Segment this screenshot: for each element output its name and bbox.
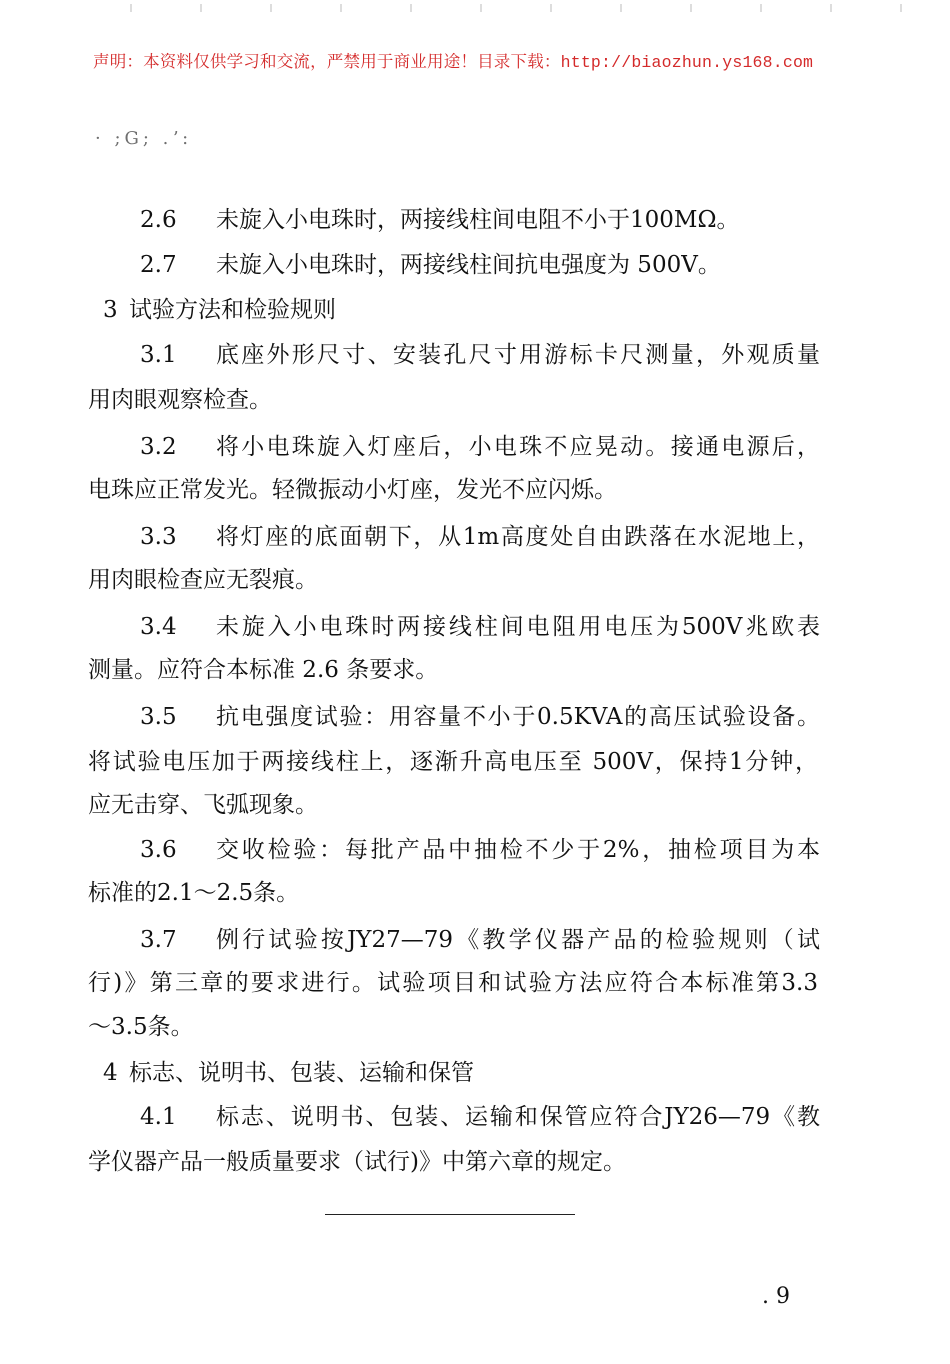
clause-text: 将灯座的底面朝下，从1m高度处自由跌落在水泥地上， [216, 524, 820, 550]
clause-line [140, 835, 820, 865]
end-rule [325, 1214, 575, 1215]
clause-number: 3.1 [140, 342, 177, 368]
clause-text: 未旋入小电珠时，两接线柱间抗电强度为 500V。 [216, 252, 721, 278]
clause-number: 3.6 [140, 837, 177, 863]
clause-line [140, 612, 820, 642]
clause-number: 3.4 [140, 614, 177, 640]
section-heading [103, 1058, 474, 1088]
clause-number: 3.3 [140, 524, 177, 550]
clause-line [140, 925, 820, 955]
clause-text: 电珠应正常发光。轻微振动小灯座，发光不应闪烁。 [88, 477, 617, 503]
scan-artifact [90, 4, 920, 12]
clause-line [140, 432, 820, 462]
clause-number: 4.1 [140, 1104, 177, 1130]
clause-continuation [88, 1012, 194, 1042]
clause-line [140, 340, 820, 370]
notice-url-link[interactable]: http://biaozhun.ys168.com [560, 53, 814, 72]
clause-line [140, 1102, 820, 1132]
clause-text: 学仪器产品一般质量要求（试行)》中第六章的规定。 [88, 1149, 626, 1175]
clause-line [140, 205, 740, 235]
clause-line [140, 702, 820, 732]
clause-text: 将小电珠旋入灯座后，小电珠不应晃动。接通电源后， [216, 434, 820, 460]
clause-continuation [88, 565, 318, 595]
notice-text: 声明：本资料仅供学习和交流，严禁用于商业用途！目录下载： [93, 52, 561, 71]
clause-text: 行)》第三章的要求进行。试验项目和试验方法应符合本标准第3.3 [88, 970, 818, 996]
section-number: 4 [103, 1060, 118, 1086]
copyright-notice [93, 48, 813, 72]
clause-text: 未旋入小电珠时两接线柱间电阻用电压为500V兆欧表 [216, 614, 820, 640]
clause-text: 应无击穿、飞弧现象。 [88, 792, 318, 818]
clause-continuation [88, 655, 438, 685]
clause-continuation [88, 968, 818, 998]
clause-text: 用肉眼观察检查。 [88, 387, 272, 413]
clause-text: 底座外形尺寸、安装孔尺寸用游标卡尺测量，外观质量 [216, 342, 820, 368]
clause-number: 2.6 [140, 207, 177, 233]
scan-noise: · ;G; .ʼ: [95, 128, 193, 149]
page-number: . 9 [762, 1284, 790, 1309]
clause-continuation [88, 747, 818, 777]
section-title: 试验方法和检验规则 [129, 297, 336, 323]
clause-text: 例行试验按JY27—79《教学仪器产品的检验规则（试 [216, 927, 820, 953]
section-title: 标志、说明书、包装、运输和保管 [129, 1060, 474, 1086]
clause-number: 3.7 [140, 927, 177, 953]
clause-text: 标志、说明书、包装、运输和保管应符合JY26—79《教 [216, 1104, 820, 1130]
clause-line [140, 522, 820, 552]
clause-line [140, 250, 721, 280]
clause-continuation [88, 385, 272, 415]
clause-number: 3.2 [140, 434, 177, 460]
section-heading [103, 295, 336, 325]
clause-text: 标准的2.1～2.5条。 [88, 880, 300, 906]
clause-text: 将试验电压加于两接线柱上，逐渐升高电压至 500V，保持1分钟， [88, 749, 818, 775]
clause-number: 2.7 [140, 252, 177, 278]
clause-continuation [88, 878, 299, 908]
clause-text: 用肉眼检查应无裂痕。 [88, 567, 318, 593]
clause-text: 交收检验：每批产品中抽检不少于2%，抽检项目为本 [216, 837, 820, 863]
clause-text: ～3.5条。 [88, 1014, 194, 1040]
clause-text: 未旋入小电珠时，两接线柱间电阻不小于100MΩ。 [216, 207, 740, 233]
clause-continuation [88, 1147, 626, 1177]
clause-continuation [88, 790, 318, 820]
section-number: 3 [103, 297, 118, 323]
clause-continuation [88, 475, 617, 505]
clause-text: 测量。应符合本标准 2.6 条要求。 [88, 657, 439, 683]
clause-number: 3.5 [140, 704, 177, 730]
clause-text: 抗电强度试验：用容量不小于0.5KVA的高压试验设备。 [216, 704, 820, 730]
